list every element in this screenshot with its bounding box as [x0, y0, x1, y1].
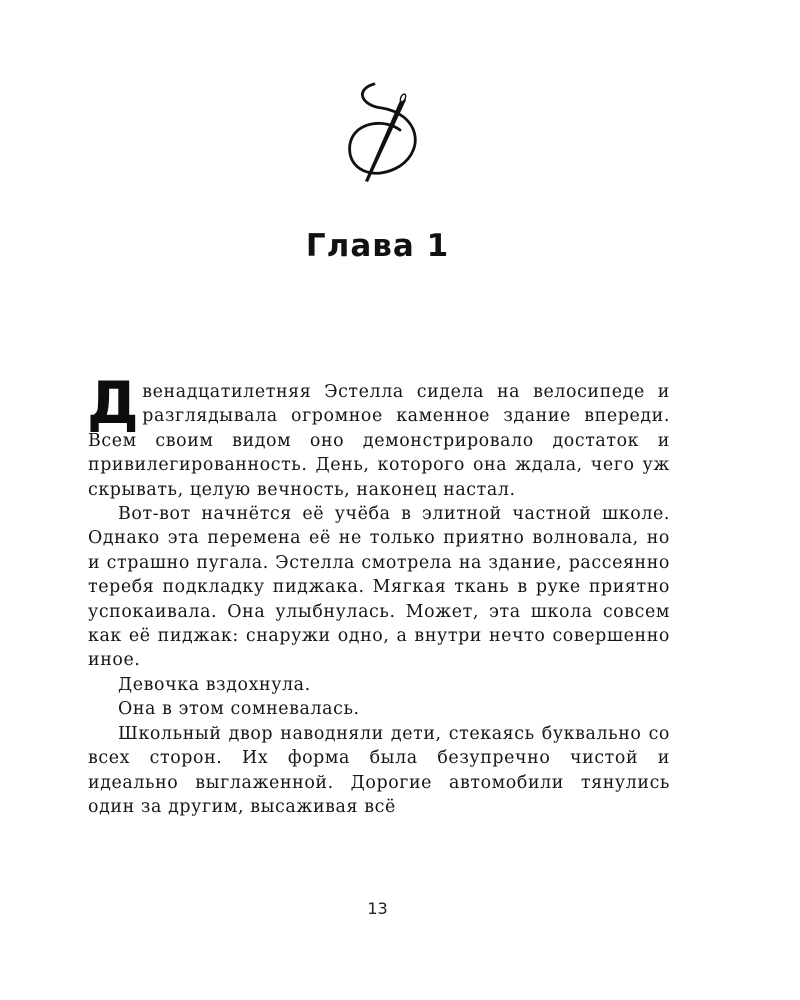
paragraph-text: венадцатилетняя Эстелла сидела на велосипеде и разглядывала огромное каменное здание впереди. Всем своим видом оно демонстрировало достаток и привилегированность. День, которого она ждала, чего уж скрывать, целую вечность, наконец настал. [88, 382, 670, 500]
body-text [87, 369, 670, 819]
needle-and-thread-icon [340, 78, 430, 190]
paragraph-5: Школьный двор наводняли дети, стекаясь буквально со всех сторон. Их форма была безупречно чистой и идеально выглаженной. Дорогие автомобили тянулись один за другим, высаживая всё [88, 723, 670, 817]
paragraph-4: Она в этом сомневалась. [118, 699, 360, 720]
drop-cap: Д [87, 369, 140, 437]
chapter-title: Глава 1 [305, 228, 450, 264]
page-number: 13 [367, 899, 388, 918]
paragraph-1 [87, 369, 670, 502]
paragraph-3: Девочка вздохнула. [118, 674, 311, 695]
paragraph-2: Вот-вот начнётся её учёба в элитной частной школе. Однако эта перемена её не только приятно волновала, но и страшно пугала. Эстелла смотрела на здание, рассеянно теребя подкладку пиджака. Мягкая ткань в руке приятно успокаивала. Она улыбнулась. Может, эта школа совсем как её пиджак: снаружи одно, а внутри нечто совершенно иное. [88, 504, 670, 671]
